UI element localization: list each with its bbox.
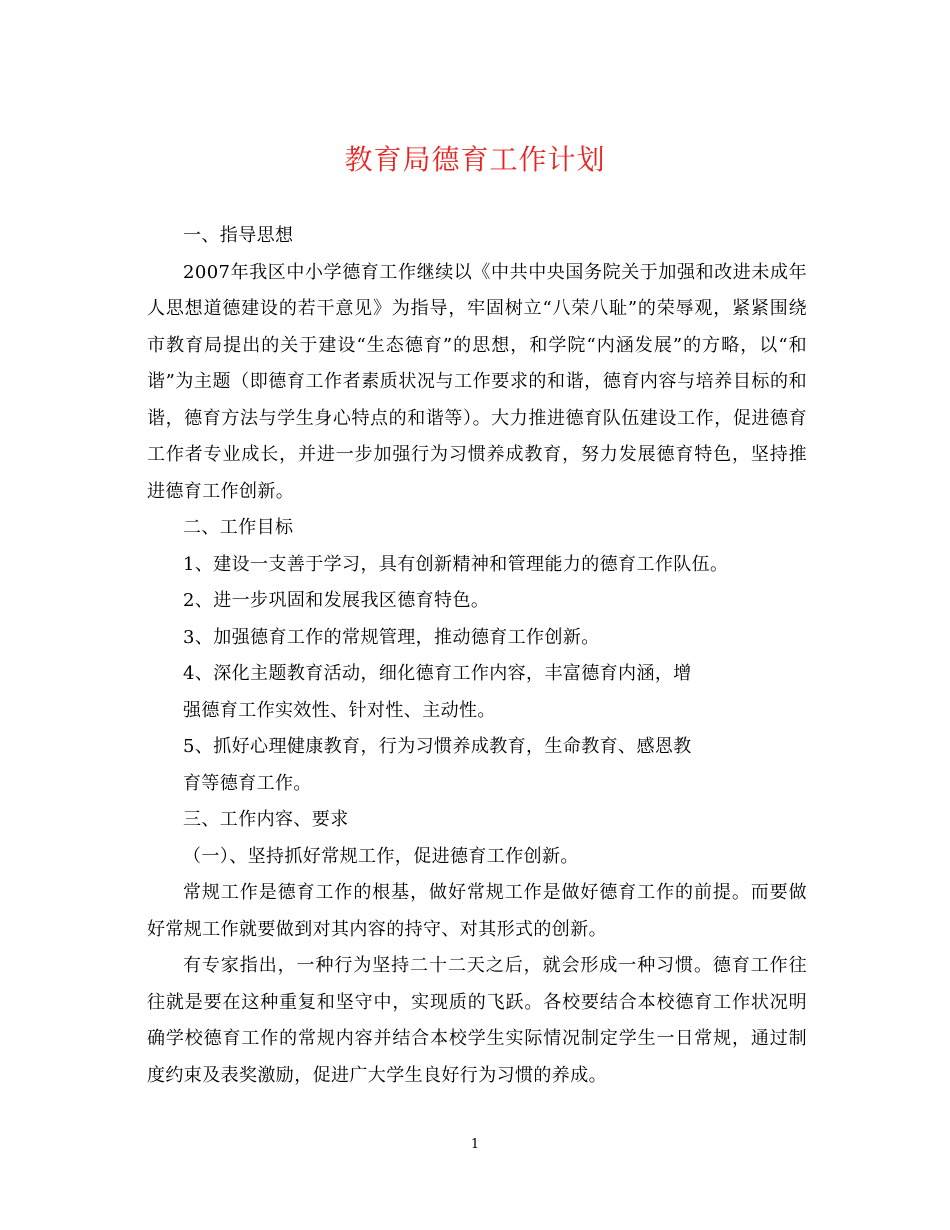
document-body — [147, 218, 807, 1094]
paragraph-routine-work: 常规工作是德育工作的根基，做好常规工作是做好德育工作的前提。而要做好常规工作就要做到对其内容的持守、对其形式的创新。 — [147, 882, 807, 940]
paragraph-habit-formation: 有专家指出，一种行为坚持二十二天之后，就会形成一种习惯。德育工作往往就是要在这种重复和坚守中，实现质的飞跃。各校要结合本校德育工作状况明确学校德育工作的常规内容并结合本校学生实际情况制定学生一日常规，通过制度约束及表奖激励，促进广大学生良好行为习惯的养成。 — [147, 955, 807, 1086]
goal-item-4-line-2: 强德育工作实效性、针对性、主动性。 — [183, 699, 496, 721]
section-heading-guiding-ideology: 一、指导思想 — [183, 225, 294, 246]
goal-item-5-line-1: 5、抓好心理健康教育，行为习惯养成教育，生命教育、感恩教 — [183, 736, 692, 757]
goal-item-3: 3、加强德育工作的常规管理，推动德育工作创新。 — [183, 626, 600, 648]
paragraph-guiding-ideology: 2007年我区中小学德育工作继续以《中共中央国务院关于加强和改进未成年人思想道德建设的若干意见》为指导，牢固树立“八荣八耻”的荣辱观，紧紧围绕市教育局提出的关于建设“生态德育”的思想，和学院“内涵发展”的方略，以“和谐”为主题（即德育工作者素质状况与工作要求的和谐，德育内容与培养目标的和谐，德育方法与学生身心特点的和谐等）。大力推进德育队伍建设工作，促进德育工作者专业成长，并进一步加强行为习惯养成教育，努力发展德育特色，坚持推进德育工作创新。 — [147, 261, 807, 502]
section-heading-work-goals: 二、工作目标 — [183, 517, 294, 538]
goal-item-4-line-1: 4、深化主题教育活动，细化德育工作内容，丰富德育内涵，增 — [183, 663, 692, 684]
page-number: 1 — [470, 1137, 480, 1152]
document-title: 教育局德育工作计划 — [344, 143, 606, 176]
subsection-heading-routine-work: （一）、坚持抓好常规工作，促进德育工作创新。 — [183, 845, 579, 867]
section-heading-work-content: 三、工作内容、要求 — [183, 809, 349, 830]
goal-item-2: 2、进一步巩固和发展我区德育特色。 — [183, 590, 490, 611]
goal-item-1: 1、建设一支善于学习，具有创新精神和管理能力的德育工作队伍。 — [183, 553, 729, 575]
goal-item-5-line-2: 育等德育工作。 — [183, 772, 312, 794]
